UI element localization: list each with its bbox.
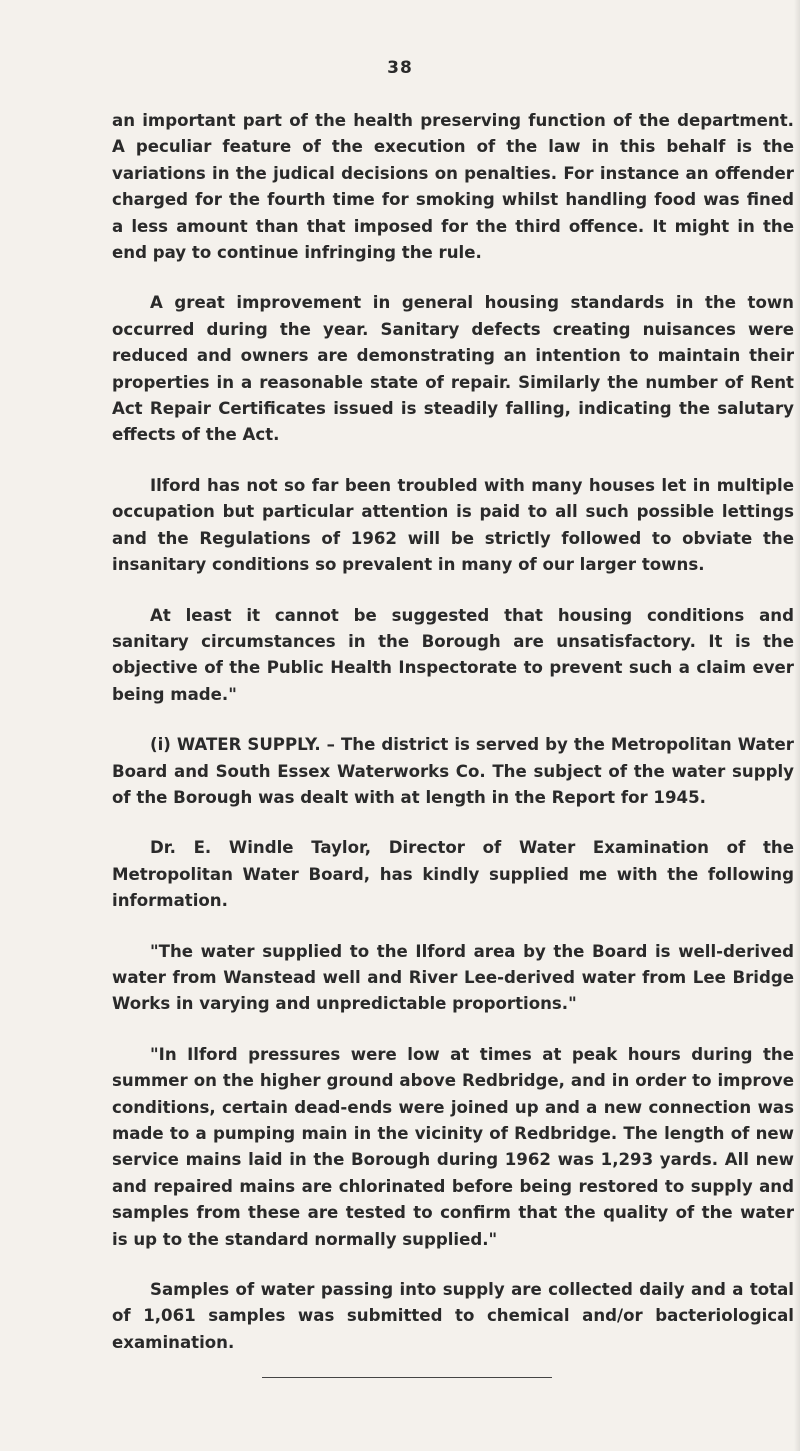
end-rule-divider bbox=[262, 1377, 552, 1378]
page-body bbox=[112, 108, 794, 1380]
paragraph-sanitary-circumstances: At least it cannot be suggested that housing conditions and sanitary circumstances in the Borough are unsatisfactory. It is the objective of the Public Health Inspectorate to prevent such a claim ever being made." bbox=[112, 605, 794, 704]
paragraph-water-pressure-quote: "In Ilford pressures were low at times at peak hours during the summer on the higher ground above Redbridge, and in order to improve conditions, certain dead-ends were joined up and a new connection was made to a pumping main in the vicinity of Redbridge. The length of new service mains laid in the Borough during 1962 was 1,293 yards. All new and repaired mains are chlorinated before being restored to supply and samples from these are tested to confirm that the quality of the water is up to the standard normally supplied." bbox=[112, 1044, 794, 1249]
page-number: 38 bbox=[387, 58, 413, 78]
paragraph-water-source-quote: "The water supplied to the Ilford area by the Board is well-derived water from Wanstead well and River Lee-derived water from Lee Bridge Works in varying and unpredictable proportions." bbox=[112, 941, 794, 1014]
paragraph-multiple-occupation: Ilford has not so far been troubled with many houses let in multiple occupation but particular attention is paid to all such possible lettings and the Regulations of 1962 will be strictly followed to obviate the insanitary conditions so prevalent in many of our larger towns. bbox=[112, 475, 794, 575]
page-edge-shadow bbox=[794, 0, 800, 1451]
paragraph-water-supply-heading: (i) WATER SUPPLY. – The district is served by the Metropolitan Water Board and South Essex Waterworks Co. The subject of the water supply of the Borough was dealt with at length in the Report for 1945. bbox=[112, 735, 794, 807]
paragraph-water-samples: Samples of water passing into supply are collected daily and a total of 1,061 samples was submitted to chemical and/or bacteriological examination. bbox=[112, 1280, 794, 1352]
paragraph-enforcement-penalties: an important part of the health preserving function of the department. A peculiar feature of the execution of the law in this behalf is the variations in the judical decisions on penalties. For instance an offender charged for the fourth time for smoking whilst handling food was fined a less amount than that imposed for the third offence. It might in the end pay to continue infringing the rule. bbox=[112, 111, 794, 263]
paragraph-housing-standards: A great improvement in general housing standards in the town occurred during the year. Sanitary defects creating nuisances were reduced and owners are demonstrating an intention to maintain their properties in a reasonable state of repair. Similarly the number of Rent Act Repair Certificates issued is steadily falling, indicating the salutary effects of the Act. bbox=[112, 293, 794, 445]
paragraph-director-information: Dr. E. Windle Taylor, Director of Water Examination of the Metropolitan Water Board, has kindly supplied me with the following information. bbox=[112, 838, 794, 911]
